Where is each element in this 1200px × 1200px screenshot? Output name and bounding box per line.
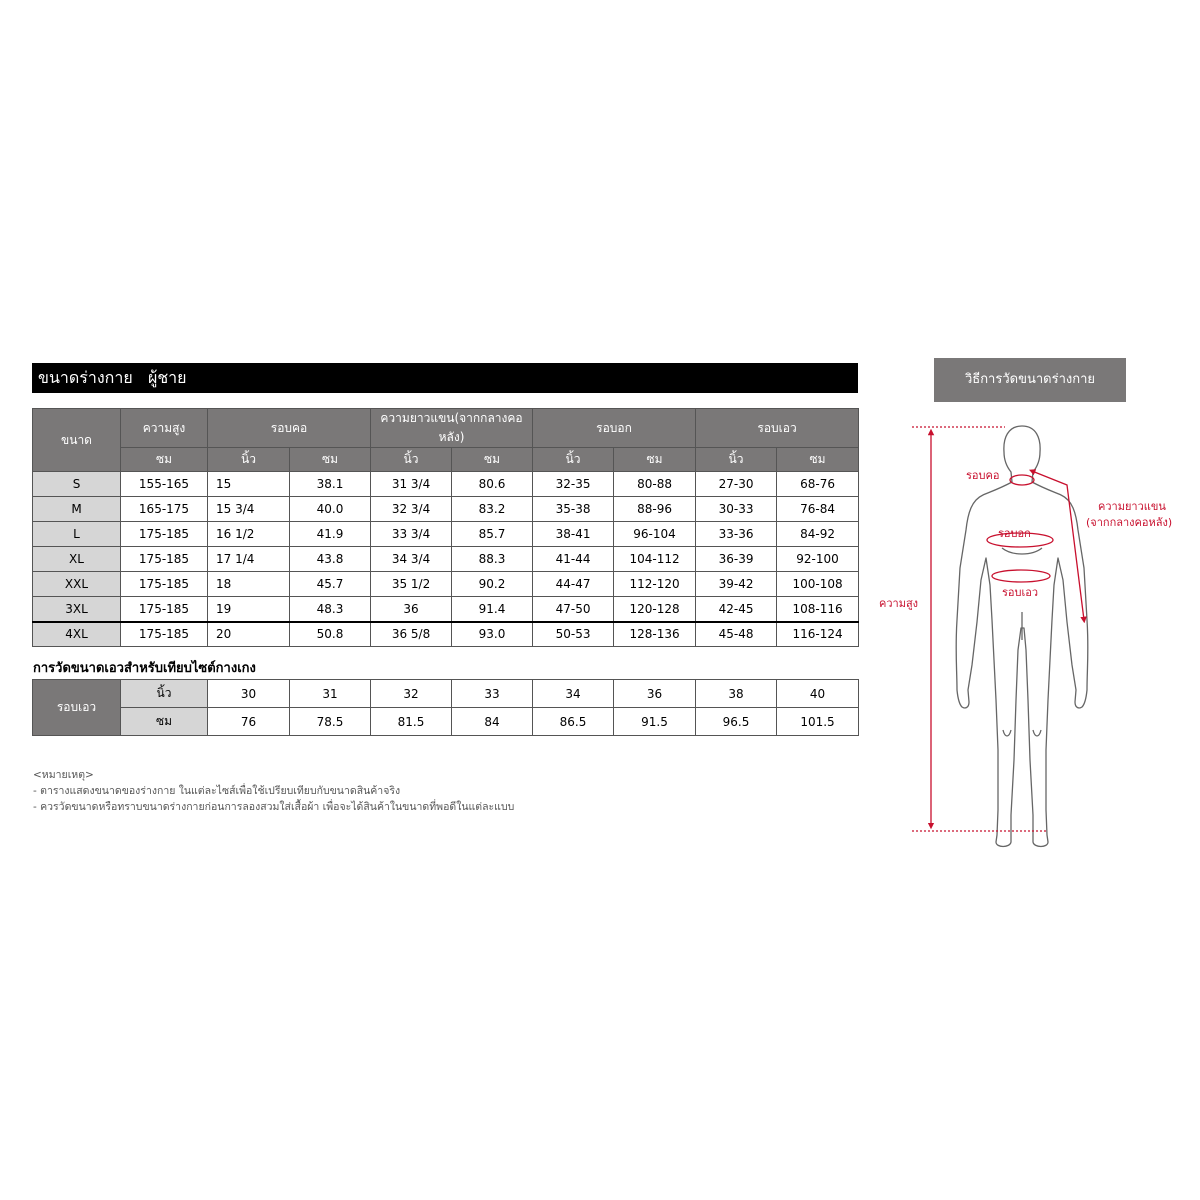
unit-header-row [33,448,859,472]
table-cell: 38 [696,680,777,708]
notes-heading: <หมายเหตุ> [33,769,94,781]
inch-label: นิ้ว [121,680,208,708]
group-header-sleeve: ความยาวแขน(จากกลางคอหลัง) [371,409,533,448]
table-cell: 34 3/4 [371,547,452,572]
unit-header: นิ้ว [208,448,290,472]
table-cell: 92-100 [777,547,859,572]
table-cell: 84-92 [777,522,859,547]
measurement-labels [879,469,1172,610]
table-cell: 93.0 [452,622,533,647]
table-cell: 76 [208,708,290,736]
table-cell: 30 [208,680,290,708]
size-table [32,408,859,647]
table-cell: 36 5/8 [371,622,452,647]
unit-header: ซม [121,448,208,472]
table-cell: 32-35 [533,472,614,497]
table-cell: 43.8 [290,547,371,572]
table-cell: 31 3/4 [371,472,452,497]
size-header: ขนาด [33,409,121,472]
table-cell: 175-185 [121,572,208,597]
table-cell: 36-39 [696,547,777,572]
group-header-waist: รอบเอว [696,409,859,448]
table-cell: 76-84 [777,497,859,522]
table-cell: 31 [290,680,371,708]
table-cell: 155-165 [121,472,208,497]
table-cell: 50.8 [290,622,371,647]
unit-header: ซม [777,448,859,472]
waist-figure-label: รอบเอว [1002,586,1039,599]
group-header-neck: รอบคอ [208,409,371,448]
table-cell: 38.1 [290,472,371,497]
unit-header: นิ้ว [533,448,614,472]
table-cell: 175-185 [121,547,208,572]
table-cell: 81.5 [371,708,452,736]
notes [33,767,514,815]
table-cell: 40 [777,680,859,708]
table-cell: 101.5 [777,708,859,736]
unit-header: ซม [452,448,533,472]
table-cell: 88.3 [452,547,533,572]
group-header-height: ความสูง [121,409,208,448]
table-cell: 86.5 [533,708,614,736]
height-label: ความสูง [879,597,919,610]
table-cell: 42-45 [696,597,777,622]
table-cell: 33-36 [696,522,777,547]
waist-label: รอบเอว [33,680,121,736]
table-row [33,622,859,647]
how-to-measure-title: วิธีการวัดขนาดร่างกาย [934,358,1126,402]
size-label: M [33,497,121,522]
note-line: - ควรวัดขนาดหรือทราบขนาดร่างกายก่อนการลองสวมใส่เสื้อผ้า เพื่อจะได้สินค้าในขนาดที่พอดีในแต่ละแบบ [33,801,515,813]
table-cell: 44-47 [533,572,614,597]
unit-header: ซม [290,448,371,472]
table-cell: 35-38 [533,497,614,522]
unit-header: นิ้ว [371,448,452,472]
size-label: S [33,472,121,497]
table-row [33,497,859,522]
group-header-row [33,409,859,448]
size-label: XL [33,547,121,572]
table-cell: 78.5 [290,708,371,736]
table-cell: 39-42 [696,572,777,597]
table-row [33,522,859,547]
table-cell: 33 3/4 [371,522,452,547]
table-cell: 108-116 [777,597,859,622]
waist-table [32,679,859,736]
table-cell: 15 3/4 [208,497,290,522]
table-cell: 32 3/4 [371,497,452,522]
table-cell: 33 [452,680,533,708]
table-cell: 96-104 [614,522,696,547]
table-cell: 104-112 [614,547,696,572]
table-cell: 91.5 [614,708,696,736]
table-cell: 17 1/4 [208,547,290,572]
table-cell: 84 [452,708,533,736]
table-cell: 41.9 [290,522,371,547]
table-cell: 27-30 [696,472,777,497]
page-title: ขนาดร่างกาย ผู้ชาย [32,363,858,393]
chest-label: รอบอก [998,527,1031,540]
table-cell: 35 1/2 [371,572,452,597]
table-cell: 36 [614,680,696,708]
table-cell: 112-120 [614,572,696,597]
table-cell: 100-108 [777,572,859,597]
table-cell: 45.7 [290,572,371,597]
table-cell: 32 [371,680,452,708]
unit-header: ซม [614,448,696,472]
table-cell: 38-41 [533,522,614,547]
table-cell: 47-50 [533,597,614,622]
table-cell: 80.6 [452,472,533,497]
table-cell: 165-175 [121,497,208,522]
table-cell: 16 1/2 [208,522,290,547]
table-cell: 30-33 [696,497,777,522]
table-row [33,547,859,572]
body-measurement-figure [870,410,1200,860]
table-cell: 128-136 [614,622,696,647]
table-row [33,572,859,597]
table-cell: 15 [208,472,290,497]
sleeve-label: ความยาวแขน [1098,500,1166,513]
table-cell: 88-96 [614,497,696,522]
table-row [33,597,859,622]
table-cell: 90.2 [452,572,533,597]
table-cell: 91.4 [452,597,533,622]
table-cell: 34 [533,680,614,708]
size-label: 3XL [33,597,121,622]
waist-section-title: การวัดขนาดเอวสำหรับเทียบไซต์กางเกง [33,661,256,676]
group-header-chest: รอบอก [533,409,696,448]
table-cell: 20 [208,622,290,647]
table-cell: 175-185 [121,522,208,547]
table-cell: 96.5 [696,708,777,736]
table-cell: 80-88 [614,472,696,497]
table-cell: 85.7 [452,522,533,547]
table-cell: 40.0 [290,497,371,522]
table-cell: 50-53 [533,622,614,647]
table-cell: 175-185 [121,622,208,647]
neck-label: รอบคอ [966,469,1000,482]
note-line: - ตารางแสดงขนาดของร่างกาย ในแต่ละไซส์เพื่อใช้เปรียบเทียบกับขนาดสินค้าจริง [33,785,401,797]
cm-label: ซม [121,708,208,736]
table-cell: 45-48 [696,622,777,647]
size-label: 4XL [33,622,121,647]
size-label: L [33,522,121,547]
table-cell: 175-185 [121,597,208,622]
table-cell: 18 [208,572,290,597]
table-cell: 41-44 [533,547,614,572]
table-cell: 36 [371,597,452,622]
table-cell: 68-76 [777,472,859,497]
table-row [33,680,859,708]
unit-header: นิ้ว [696,448,777,472]
table-row [33,708,859,736]
sleeve-sub-label: (จากกลางคอหลัง) [1086,516,1173,529]
table-cell: 19 [208,597,290,622]
table-cell: 83.2 [452,497,533,522]
table-cell: 116-124 [777,622,859,647]
size-label: XXL [33,572,121,597]
table-row [33,472,859,497]
table-cell: 48.3 [290,597,371,622]
table-cell: 120-128 [614,597,696,622]
